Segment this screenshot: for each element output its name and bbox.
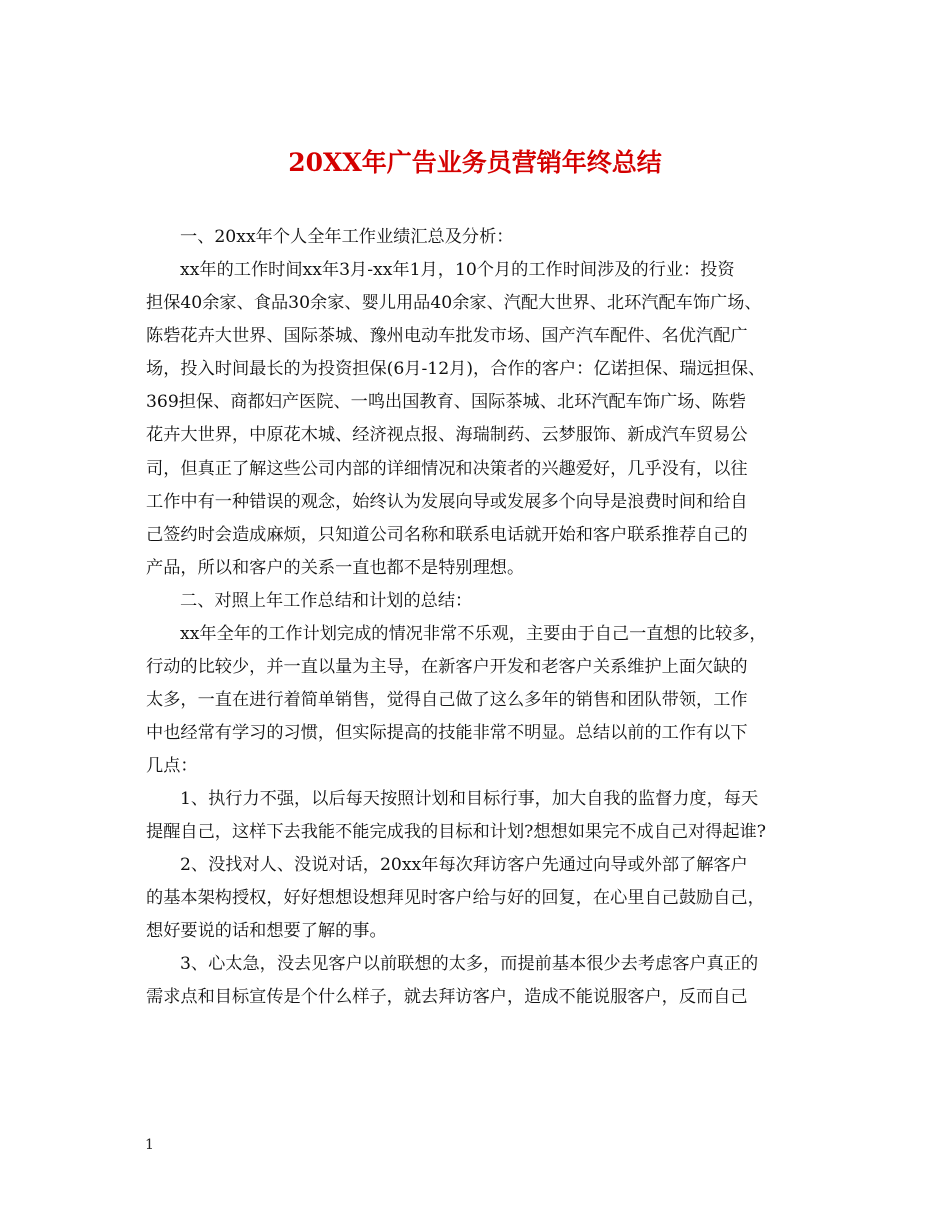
paragraph-line: xx年的工作时间xx年3月-xx年1月，10个月的工作时间涉及的行业：投资	[180, 260, 735, 280]
paragraph-line: 己签约时会造成麻烦，只知道公司名称和联系电话就开始和客户联系推荐自己的	[146, 525, 748, 545]
paragraph-line: 司，但真正了解这些公司内部的详细情况和决策者的兴趣爱好，几乎没有，以往	[146, 459, 748, 479]
list-item-3: 3、心太急，没去见客户以前联想的太多，而提前基本很少去考虑客户真正的	[180, 954, 759, 974]
paragraph-line: 几点：	[146, 756, 198, 776]
paragraph-line: 产品，所以和客户的关系一直也都不是特别理想。	[146, 558, 525, 578]
paragraph-line: 需求点和目标宣传是个什么样子，就去拜访客户，造成不能说服客户，反而自己	[146, 987, 748, 1007]
paragraph-line: 太多，一直在进行着简单销售，觉得自己做了这么多年的销售和团队带领，工作	[146, 690, 748, 710]
page-number: 1	[145, 1137, 154, 1153]
section-heading-1: 一、20xx年个人全年工作业绩汇总及分析：	[180, 227, 514, 247]
paragraph-line: 369担保、商都妇产医院、一鸣出国教育、国际茶城、北环汽配车饰广场、陈砦	[146, 392, 746, 412]
paragraph-line: 陈砦花卉大世界、国际茶城、豫州电动车批发市场、国产汽车配件、名优汽配广	[146, 326, 748, 346]
list-item-2: 2、没找对人、没说对话，20xx年每次拜访客户先通过向导或外部了解客户	[180, 855, 748, 875]
paragraph-line: 花卉大世界，中原花木城、经济视点报、海瑞制药、云梦服饰、新成汽车贸易公	[146, 425, 748, 445]
paragraph-line: 提醒自己，这样下去我能不能完成我的目标和计划?想想如果完不成自己对得起谁?	[146, 822, 766, 842]
paragraph-line: 场，投入时间最长的为投资担保(6月-12月)，合作的客户：亿诺担保、瑞远担保、	[146, 359, 766, 379]
paragraph-line: 想好要说的话和想要了解的事。	[146, 921, 387, 941]
section-heading-2: 二、对照上年工作总结和计划的总结：	[180, 591, 473, 611]
list-item-1: 1、执行力不强，以后每天按照计划和目标行事，加大自我的监督力度，每天	[180, 789, 759, 809]
paragraph-line: 担保40余家、食品30余家、婴儿用品40余家、汽配大世界、北环汽配车饰广场、	[146, 293, 762, 313]
paragraph-line: 行动的比较少，并一直以量为主导，在新客户开发和老客户关系维护上面欠缺的	[146, 657, 748, 677]
paragraph-line: 工作中有一种错误的观念，始终认为发展向导或发展多个向导是浪费时间和给自	[146, 492, 748, 512]
paragraph-line: 的基本架构授权，好好想想设想拜见时客户给与好的回复，在心里自己鼓励自己，	[146, 888, 765, 908]
document-title: 20XX年广告业务员营销年终总结	[288, 148, 662, 177]
paragraph-line: xx年全年的工作计划完成的情况非常不乐观，主要由于自己一直想的比较多，	[180, 624, 767, 644]
paragraph-line: 中也经常有学习的习惯，但实际提高的技能非常不明显。总结以前的工作有以下	[146, 723, 748, 743]
